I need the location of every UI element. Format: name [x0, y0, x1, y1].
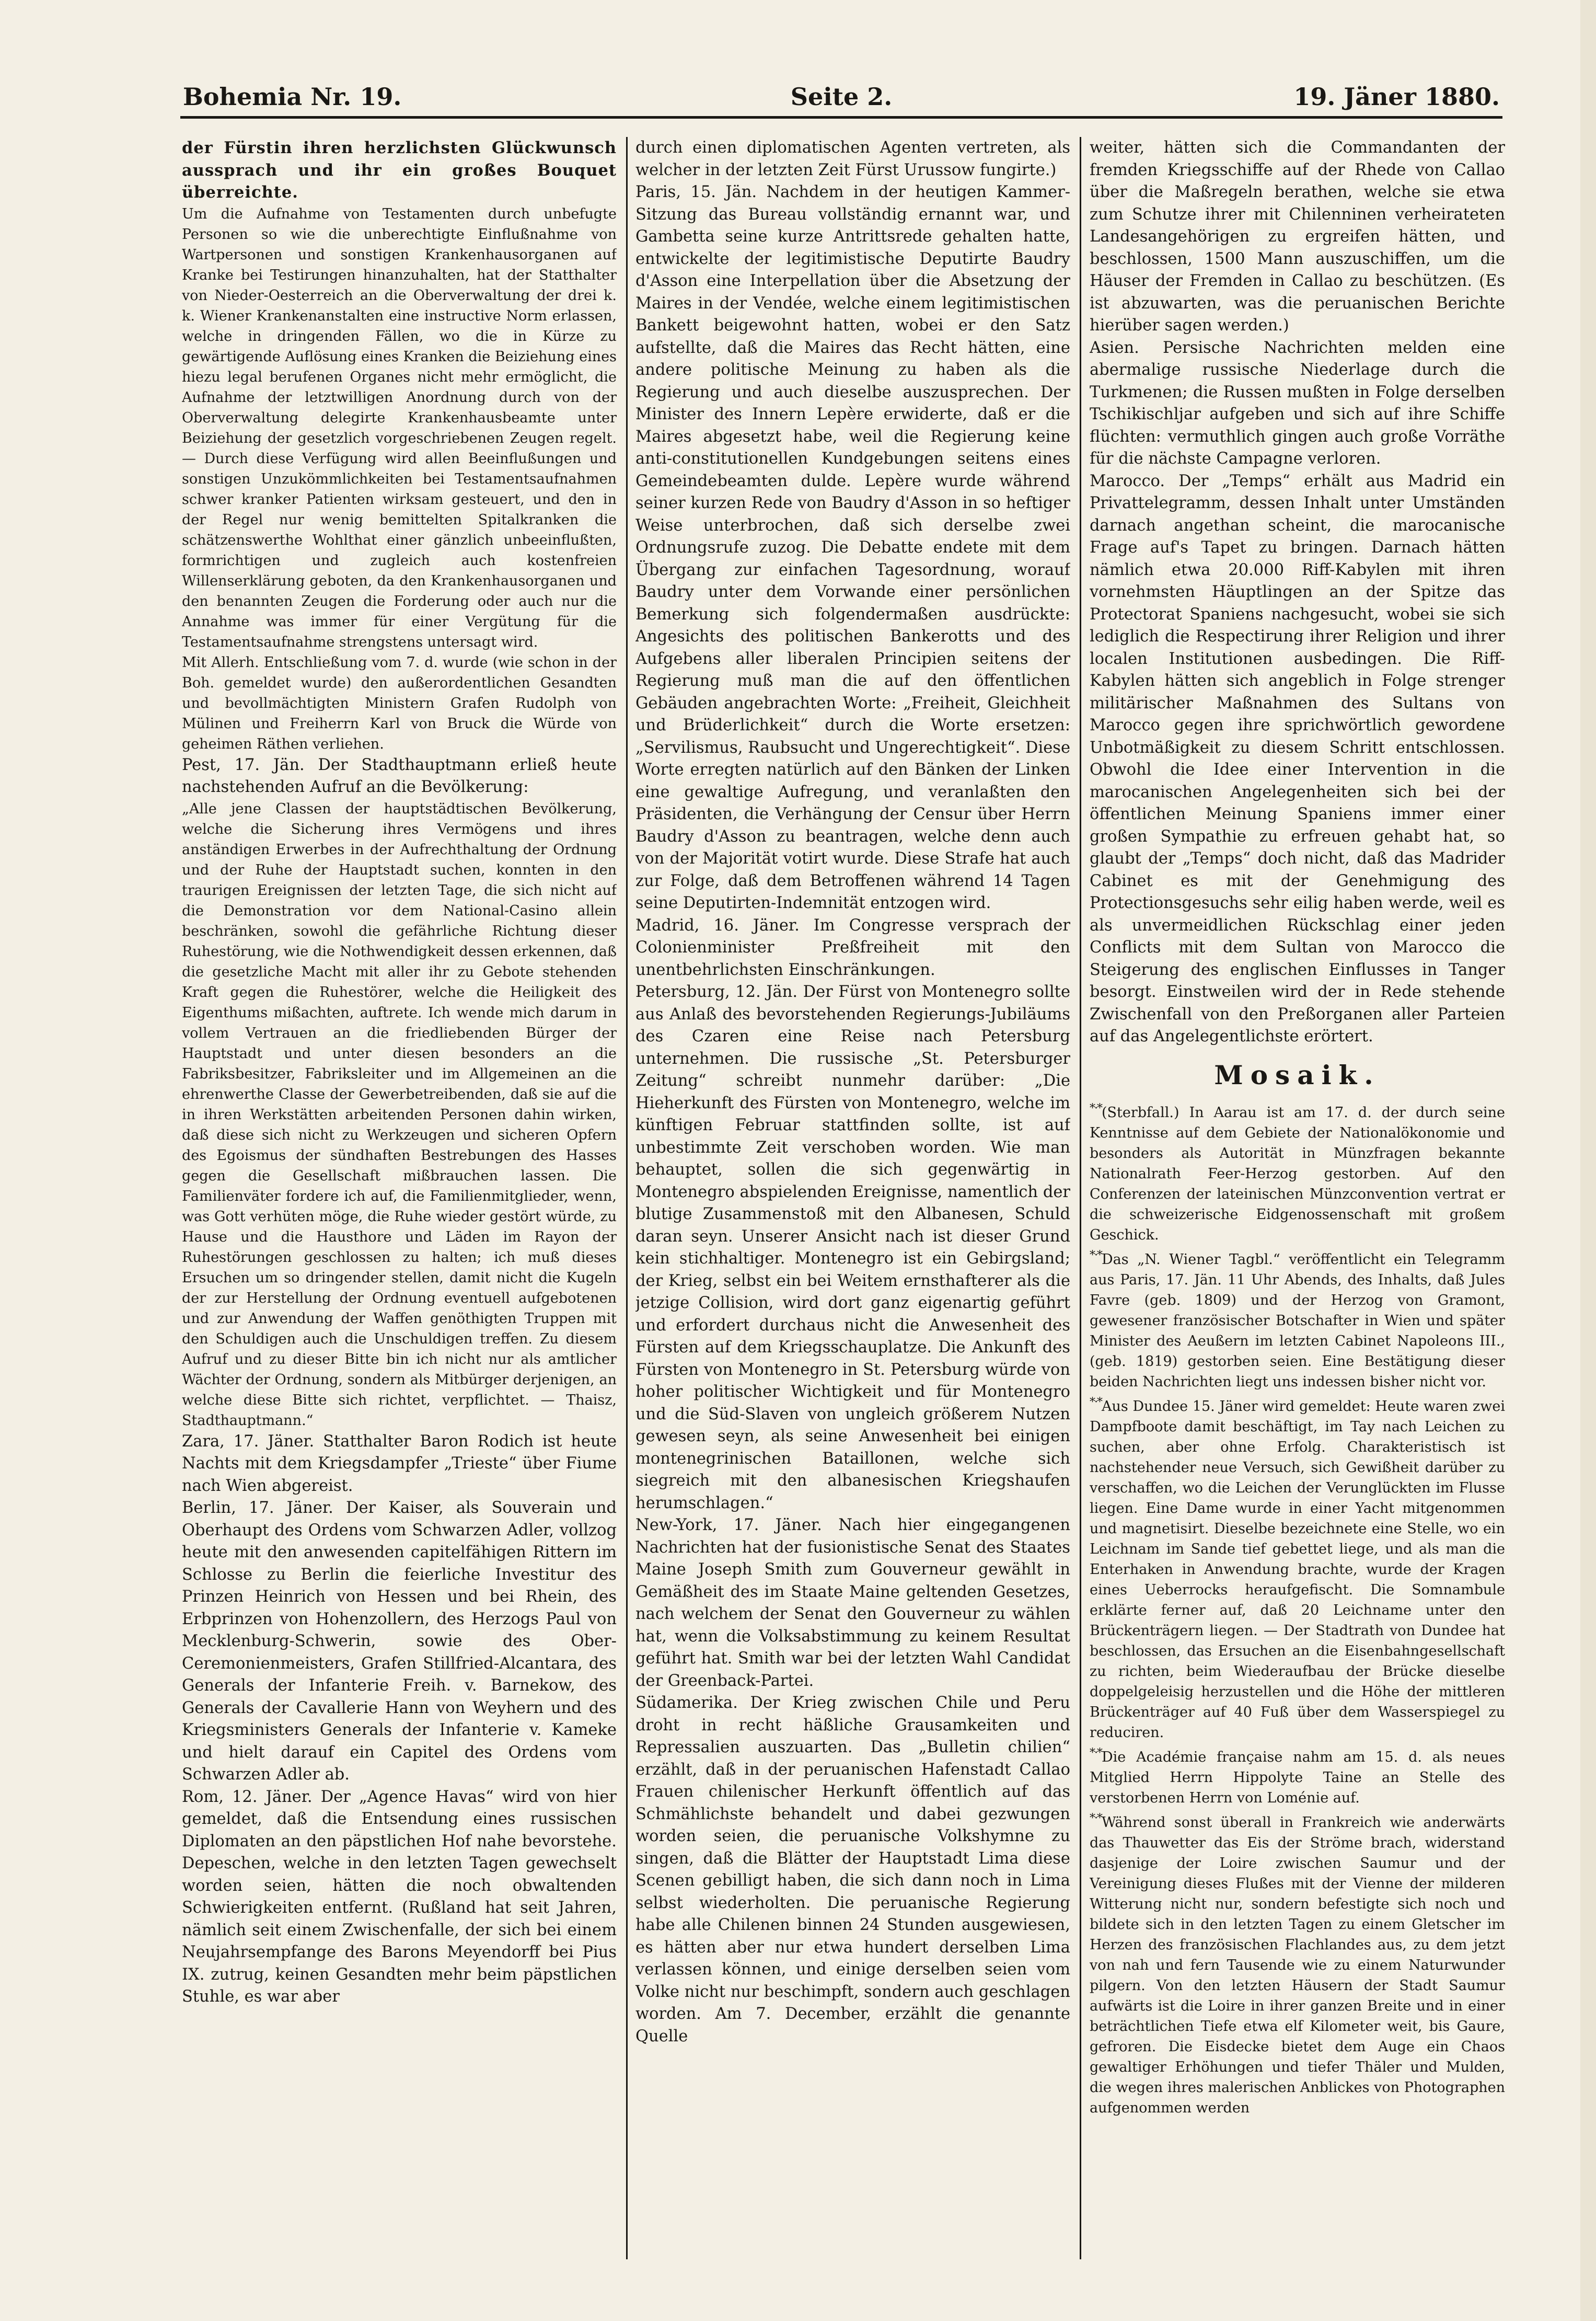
column-2-paragraph: Paris, 15. Jän. Nachdem in der heutigen Kammer-Sitzung das Bureau vollständig ernannt war, und Gambetta seine kurze Antrittsrede gehalten hatte, entwickelte der legitimistische Deputirte Baudry d'Asson eine Interpellation über die Absetzung der Maires in der Vendée, welche einem legitimistischen Bankett beigewohnt hatten, wobei er den Satz aufstellte, daß die Maires das Recht hätten, eine andere politische Meinung zu haben als die Regierung und auch dieselbe auszusprechen. Der Minister des Innern Lepère erwiderte, daß er die Maires abgesetzt habe, weil die Regierung keine anti-constitutionellen Kundgebungen seitens eines Gemeindebeamten dulde. Lepère wurde während seiner kurzen Rede von Baudry d'Asson in so heftiger Weise unterbrochen, daß sich derselbe zwei Ordnungsrufe zuzog. Die Debatte endete mit dem Übergang zur einfachen Tagesordnung, worauf Baudry unter dem Vorwande einer persönlichen Bemerkung sich folgendermaßen ausdrückte: Angesichts des politischen Bankerotts und des Aufgebens aller liberalen Principien seitens der Regierung muß man die auf den öffentlichen Gebäuden angebrachten Worte: „Freiheit, Gleichheit und Brüderlichkeit“ durch die Worte ersetzen: „Servilismus, Raubsucht und Ungerechtigkeit“. Diese Worte erregten natürlich auf den Bänken der Linken eine gewaltige Aufregung, und veranlaßten den Präsidenten, die Verhängung der Censur über Herrn Baudry d'Asson zu beantragen, welche denn auch von der Majorität votirt wurde. Diese Strafe hat auch zur Folge, daß dem Betroffenen während 14 Tagen seine Deputirten-Indemnität entzogen wird. [635, 183, 1070, 912]
mosaik-paragraph [1090, 1098, 1505, 1245]
masthead [183, 77, 1500, 114]
mosaik-item-text: Aus Dundee 15. Jäner wird gemeldet: Heute waren zwei Dampfboote damit beschäftigt, im Tay nach Leichen zu suchen, aber ohne Erfolg. Charakteristisch ist nachstehender neue Versuch, sich Gewißheit darüber zu verschaffen, wo die Leichen der Verunglückten im Flusse liegen. Eine Dame wurde in einer Yacht mitgenommen und magnetisirt. Dieselbe bezeichnete eine Stelle, wo ein Leichnam im Sande tief gebettet liege, und als man die Enterhaken in Anwendung brachte, wurde der Kragen eines Ueberrocks heraufgefischt. Die Somnambule erklärte ferner auf, daß 20 Leichname unter den Brückenträgern liegen. — Der Stadtrath von Dundee hat beschlossen, das Ersuchen an die Eisenbahngesellschaft zu richten, beim Wiederaufbau der Brücke dieselbe doppelgeleisig herzustellen und die Höhe der mittleren Brückenträger auf 40 Fuß über dem Wasserspiegel zu reduciren. [1090, 1398, 1505, 1741]
asterism-icon: *·* [1090, 1248, 1102, 1262]
column-2 [635, 137, 1070, 2259]
column-2-paragraph: Madrid, 16. Jäner. Im Congresse versprach der Colonienminister Preßfreiheit mit den unentbehrlichsten Einschränkungen. [635, 916, 1070, 979]
mosaik-item-text: Die Académie française nahm am 15. d. als neues Mitglied Herrn Hippolyte Taine an Stelle des verstorbenen Herrn von Loménie auf. [1090, 1749, 1505, 1806]
column-1-paragraph: Zara, 17. Jäner. Statthalter Baron Rodich ist heute Nachts mit dem Kriegsdampfer „Trieste“ über Fiume nach Wien abgereist. [182, 1432, 617, 1495]
mosaik-item-text: Während sonst überall in Frankreich wie anderwärts das Thauwetter das Eis der Ströme brach, widerstand dasjenige der Loire zwischen Saumur und der Vereinigung dieses Flußes mit der Vienne der milderen Witterung nicht nur, sondern befestigte sich noch und bildete sich in den letzten Tagen zu einem Gletscher im Herzen des französischen Flachlandes aus, zu dem jetzt von nah und fern Tausende wie zu einem Naturwunder pilgern. Von den letzten Häusern der Stadt Saumur aufwärts ist die Loire in ihrer ganzen Breite und in einer beträchtlichen Tiefe etwa elf Kilometer weit, bis Gaure, gefroren. Die Eisdecke bietet dem Auge ein Chaos gewaltiger Erhöhungen und tiefer Thäler und Mulden, die wegen ihres malerischen Anblickes von Photographen aufgenommen werden [1090, 1814, 1505, 2116]
column-1 [182, 137, 617, 2259]
masthead-paper-issue: Bohemia Nr. 19. [183, 83, 402, 111]
column-3-news [1090, 137, 1505, 1048]
column-1-paragraph: „Alle jene Classen der hauptstädtischen Bevölkerung, welche die Sicherung ihres Vermögens und ihres anständigen Erwerbes in der Aufrechthaltung der Ordnung und der Ruhe der Hauptstadt suchen, konnten in den traurigen Ereignissen der letzten Tage, die sich nicht auf die Demonstration vor dem National-Casino allein beschränken, sowohl die gefährliche Richtung dieser Ruhestörung, wie die Nothwendigkeit dessen erkennen, daß die gesetzliche Macht mit aller ihr zu Gebote stehenden Kraft gegen die Ruhestörer, welche die Heiligkeit des Eigenthums mißachten, auftrete. Ich wende mich darum in vollem Vertrauen an die friedliebenden Bürger der Hauptstadt und unter diesen besonders an die Fabriksbesitzer, Fabriksleiter und im Allgemeinen an die ehrenwerthe Classe der Gewerbetreibenden, daß sie auf die in ihren Werkstätten arbeitenden Personen dahin wirken, daß diese sich nicht zu Werkzeugen und sicheren Opfern des Egoismus der sündhaften Bestrebungen des Hasses gegen die Gesellschaft mißbrauchen lassen. Die Familienväter fordere ich auf, die Familienmitglieder, wenn, was Gott verhüten möge, die Ruhe wieder gestört würde, zu Hause und die Hausthore und Läden im Rayon der Ruhestörungen geschlossen zu halten; ich muß dieses Ersuchen um so dringender stellen, damit nicht die Kugeln der zur Herstellung der Ordnung eventuell aufgebotenen und zur Anwendung der Waffen genöthigten Truppen mit den Schuldigen auch die Unschuldigen treffen. Zu diesem Aufruf und zu dieser Bitte bin ich nicht nur als amtlicher Wächter der Ordnung, sondern als Mitbürger derjenigen, an welche diese Bitte sich richtet, verpflichtet. — Thaisz, Stadthauptmann.“ [182, 800, 617, 1429]
column-2-paragraph: Südamerika. Der Krieg zwischen Chile und Peru droht in recht häßliche Grausamkeiten und Repressalien auszuarten. Das „Bulletin chilien“ erzählt, daß in der peruanischen Hafenstadt Callao Frauen chilenischer Herkunft öffentlich auf das Schmählichste behandelt und dabei gezwungen worden seien, die peruanische Volkshymne zu singen, daß die Blätter der Hauptstadt Lima diese Scenen gebilligt haben, die sich dann noch in Lima selbst wiederholten. Die peruanische Regierung habe alle Chilenen binnen 24 Stunden ausgewiesen, es hätten aber nur etwa hundert derselben Lima verlassen können, und einige derselben seien vom Volke nicht nur beschimpft, sondern auch geschlagen worden. Am 7. December, erzählt die genannte Quelle [635, 1694, 1070, 2046]
mosaik-paragraph [1090, 1392, 1505, 1743]
column-2-paragraph: New-York, 17. Jäner. Nach hier eingegangenen Nachrichten hat der fusionistische Senat des Staates Maine Joseph Smith zum Gouverneur gewählt in Gemäßheit des im Staate Maine geltenden Gesetzes, nach welchem der Senat den Gouverneur zu wählen hat, wenn die Volksabstimmung zu keinem Resultat geführt hat. Smith war bei der letzten Wahl Candidat der Greenback-Partei. [635, 1516, 1070, 1690]
column-1-paragraph: Berlin, 17. Jäner. Der Kaiser, als Souverain und Oberhaupt des Ordens vom Schwarzen Adler, vollzog heute mit den anwesenden capitelfähigen Rittern im Schlosse zu Berlin die feierliche Investitur des Prinzen Heinrich von Hessen und bei Rhein, des Erbprinzen von Hohenzollern, des Herzogs Paul von Mecklenburg-Schwerin, sowie des Ober-Ceremonienmeisters, Grafen Stillfried-Alcantara, des Generals der Infanterie Freih. v. Barnekow, des Generals der Cavallerie Hann von Weyhern und des Kriegsministers Generals der Infanterie v. Kameke und hielt darauf ein Capitel des Ordens vom Schwarzen Adler ab. [182, 1499, 617, 1784]
masthead-page-number: Seite 2. [790, 83, 893, 111]
asterism-icon: *·* [1090, 1746, 1102, 1760]
mosaik-section-title: Mosaik. [1214, 1059, 1381, 1090]
asterism-icon: *·* [1090, 1395, 1102, 1409]
column-3-paragraph: Asien. Persische Nachrichten melden eine abermalige russische Niederlage durch die Turkmenen; die Russen mußten in Folge derselben Tschikischljar aufgeben und sich auf ihre Schiffe flüchten: vermuthlich gingen auch große Vorräthe für die nächste Campagne verloren. [1090, 338, 1505, 468]
column-3-paragraph: weiter, hätten sich die Commandanten der fremden Kriegsschiffe auf der Rhede von Callao über die Maßregeln berathen, welche sie etwa zum Schutze ihrer mit Chilenninen verheirateten Landesangehörigen zu ergreifen hätten, und beschlossen, 1500 Mann auszuschiffen, um die Häuser der Fremden in Callao zu beschützen. (Es ist abzuwarten, was die peruanischen Berichte hierüber sagen werden.) [1090, 139, 1505, 335]
mosaik-paragraph [1090, 1245, 1505, 1392]
mosaik-paragraph [1090, 1743, 1505, 1808]
column-3-mosaik [1090, 1098, 1505, 2118]
column-1-paragraph: Pest, 17. Jän. Der Stadthauptmann erließ heute nachstehenden Aufruf an die Bevölkerung: [182, 755, 617, 796]
column-2-paragraph: durch einen diplomatischen Agenten vertreten, als welcher in der letzten Zeit Fürst Urussow fungirte.) [635, 139, 1070, 179]
column-3-paragraph: Marocco. Der „Temps“ erhält aus Madrid ein Privattelegramm, dessen Inhalt unter Umständen darnach angethan scheint, die marocanische Frage auf's Tapet zu bringen. Darnach hätten nämlich etwa 20.000 Riff-Kabylen mit ihren vornehmsten Häuptlingen an der Spitze das Protectorat Spaniens nachgesucht, wobei sie sich lediglich die Respectirung ihrer Religion und ihrer localen Institutionen ausbedingen. Die Riff-Kabylen hätten sich angeblich in Folge strenger militärischer Maßnahmen des Sultans von Marocco gegen ihre sprichwörtlich gewordene Unbotmäßigkeit zu diesem Schritt entschlossen. Obwohl die Idee einer Intervention in die marocanischen Angelegenheiten sich bei der öffentlichen Meinung Spaniens immer einer großen Sympathie zu erfreuen gehabt hat, so glaubt der „Temps“ doch nicht, daß das Madrider Cabinet es mit der Genehmigung des Protectionsgesuchs sehr eilig haben werde, weil es als unvermeidlichen Rückschlag einer jeden Conflicts mit dem Sultan von Marocco die Steigerung des englischen Einflusses in Tanger besorgt. Einstweilen wird der in Rede stehende Zwischenfall von den Preßorganen aller Parteien auf das Angelegentlichste erörtert. [1090, 472, 1505, 1045]
masthead-date: 19. Jäner 1880. [1293, 83, 1500, 111]
column-rule-2 [1080, 137, 1081, 2259]
asterism-icon: *·* [1090, 1811, 1102, 1825]
column-1-paragraph: Mit Allerh. Entschließung vom 7. d. wurde (wie schon in der Boh. gemeldet wurde) den außerordentlichen Gesandten und bevollmächtigten Ministern Grafen Rudolph von Mülinen und Freiherrn Karl von Bruck die Würde von geheimen Räthen verliehen. [182, 654, 617, 752]
masthead-rule [180, 116, 1502, 119]
column-2-paragraph: Petersburg, 12. Jän. Der Fürst von Montenegro sollte aus Anlaß des bevorstehenden Regierungs-Jubiläums des Czaren eine Reise nach Petersburg unternehmen. Die russische „St. Petersburger Zeitung“ schreibt nunmehr darüber: „Die Hieherkunft des Fürsten von Montenegro, welche im künftigen Februar stattfinden sollte, ist auf unbestimmte Zeit verschoben worden. Wie man behauptet, sollen die sich gegenwärtig in Montenegro abspielenden Ereignisse, namentlich der blutige Zusammenstoß mit den Albanesen, Schuld daran seyn. Unserer Ansicht nach ist dieser Grund kein stichhaltiger. Montenegro ist ein Gebirgsland; der Krieg, selbst ein bei Weitem ernsthafterer als die jetzige Collision, wird dort ganz eigenartig geführt und erfordert durchaus nicht die Anwesenheit des Fürsten auf dem Kriegsschauplatze. Die Ankunft des Fürsten von Montenegro in St. Petersburg würde von hoher politischer Wichtigkeit und für Montenegro und die Süd-Slaven von ungleich größerem Nutzen gewesen seyn, als seine Anwesenheit bei einigen montenegrinischen Bataillonen, welche sich siegreich mit den albanesischen Kriegshaufen herumschlagen.“ [635, 983, 1070, 1512]
column-3 [1090, 137, 1505, 2259]
scan-edge [1580, 0, 1596, 2321]
asterism-icon: *·* [1090, 1101, 1102, 1115]
column-1-paragraph: Um die Aufnahme von Testamenten durch unbefugte Personen so wie die unberechtigte Einflußnahme von Wartpersonen und sonstigen Krankenhausorganen auf Kranke bei Testirungen hinanzuhalten, hat der Statthalter von Nieder-Oesterreich an die Oberverwaltung der drei k. k. Wiener Krankenanstalten eine instructive Norm erlassen, welche in dringenden Fällen, wo die in Kürze zu gewärtigende Auflösung eines Kranken die Beiziehung eines hiezu legal berufenen Organes nicht mehr ermöglicht, die Aufnahme der letztwilligen Anordnung durch von der Oberverwaltung delegirte Krankenhausbeamte unter Beiziehung der gesetzlich vorgeschriebenen Zeugen regelt. — Durch diese Verfügung wird allen Beeinflußungen und sonstigen Unzukömmlichkeiten bei Testamentsaufnahmen schwer kranker Patienten wirksam gesteuert, und den in der Regel nur wenig bemittelten Spitalkranken die schätzenswerthe Wohlthat einer gänzlich unbeeinflußten, formrichtigen und zugleich auch kostenfreien Willenserklärung geboten, da den Krankenhausorganen und den benannten Zeugen die Forderung oder auch nur die Annahme was immer für einer Vergütung für die Testamentsaufnahme strengstens untersagt wird. [182, 205, 617, 650]
mosaik-item-text: (Sterbfall.) In Aarau ist am 17. d. der durch seine Kenntnisse auf dem Gebiete der Nationalökonomie und besonders als Autorität in Münzfragen bekannte Nationalrath Feer-Herzog gestorben. Auf den Conferenzen der lateinischen Münzconvention vertrat er die schweizerische Eidgenossenschaft mit großem Geschick. [1090, 1104, 1505, 1243]
mosaik-paragraph [1090, 1808, 1505, 2118]
mosaik-item-text: Das „N. Wiener Tagbl.“ veröffentlicht ein Telegramm aus Paris, 17. Jän. 11 Uhr Abends, des Inhalts, daß Jules Favre (geb. 1809) und der Herzog von Gramont, gewesener französischer Botschafter in Wien und später Minister des Aeußern im letzten Cabinet Napoleons III., (geb. 1819) gestorben seien. Eine Bestätigung dieser beiden Nachrichten liegt uns indessen bisher nicht vor. [1090, 1251, 1505, 1390]
column-1-paragraph: Rom, 12. Jäner. Der „Agence Havas“ wird von hier gemeldet, daß die Entsendung eines russischen Diplomaten an den päpstlichen Hof nahe bevorstehe. Depeschen, welche in den letzten Tagen gewechselt worden seien, hätten die noch obwaltenden Schwierigkeiten entfernt. (Rußland hat seit Jahren, nämlich seit einem Zwischenfalle, der sich bei einem Neujahrsempfange des Barons Meyendorff bei Pius IX. zutrug, keinen Gesandten mehr beim päpstlichen Stuhle, es war aber [182, 1787, 617, 2006]
column-1-paragraph: der Fürstin ihren herzlichsten Glückwunsch aussprach und ihr ein großes Bouquet überreichte. [182, 139, 617, 202]
column-rule-1 [626, 137, 628, 2259]
